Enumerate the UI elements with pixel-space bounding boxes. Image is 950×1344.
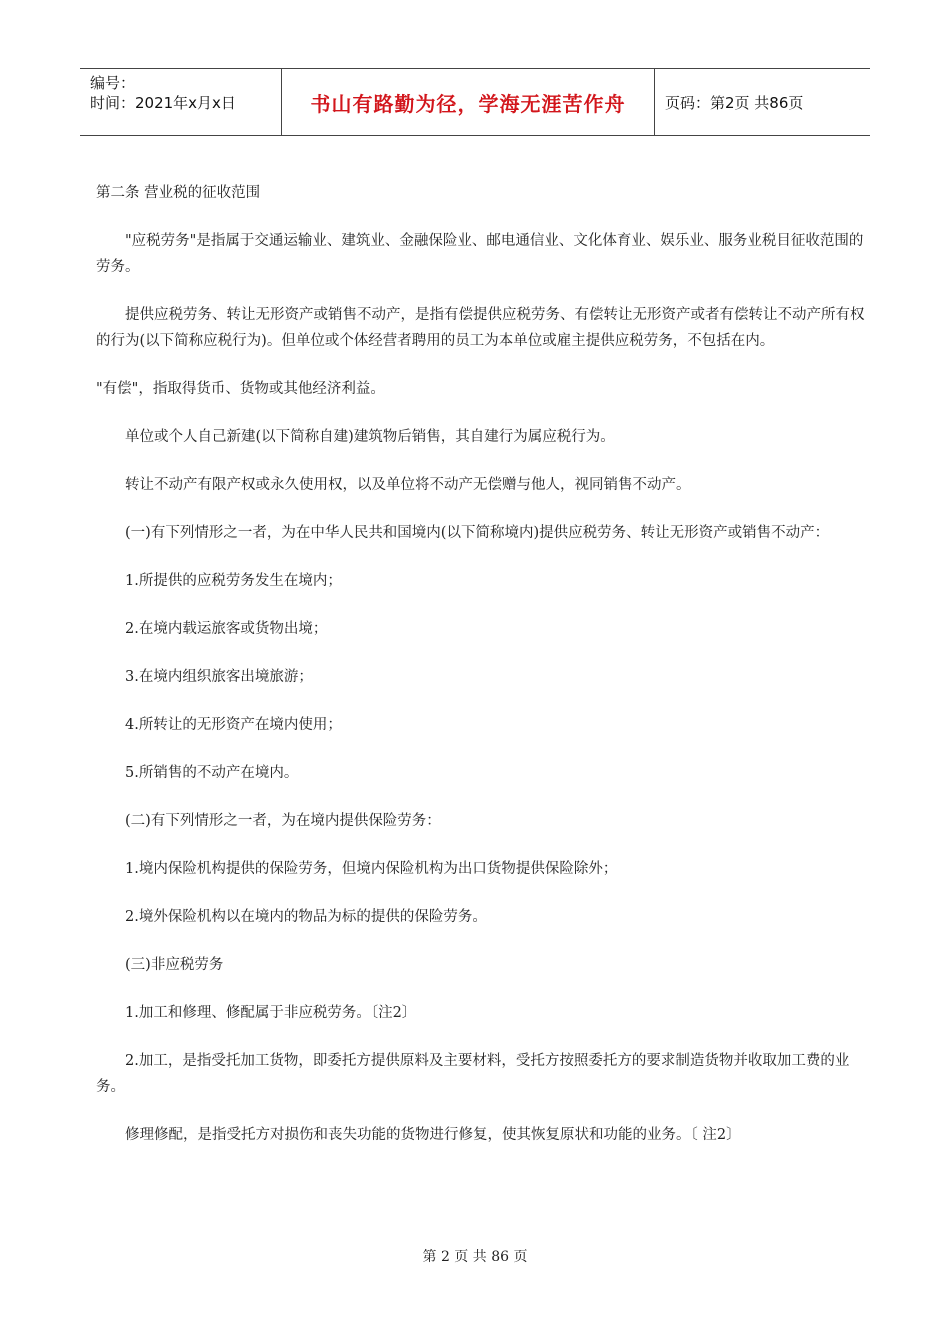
number-label: 编号： (90, 74, 136, 92)
list-item: 2.加工，是指受托加工货物，即委托方提供原料及主要材料，受托方按照委托方的要求制造货物并收取加工费的业务。 (96, 1053, 850, 1095)
list-item: 2.在境内载运旅客或货物出境； (125, 621, 328, 637)
page-header (80, 68, 870, 136)
article-title: 第二条 营业税的征收范围 (96, 185, 261, 201)
paragraph: "有偿"，指取得货币、货物或其他经济利益。 (96, 381, 385, 397)
time-label: 时间：2021年x月x日 (90, 94, 236, 112)
paragraph: "应税劳务"是指属于交通运输业、建筑业、金融保险业、邮电通信业、文化体育业、娱乐业、服务业税目征收范围的劳务。 (96, 233, 864, 275)
paragraph: 提供应税劳务、转让无形资产或销售不动产，是指有偿提供应税劳务、有偿转让无形资产或者有偿转让不动产所有权的行为(以下简称应税行为)。但单位或个体经营者聘用的员工为本单位或雇主提供应税劳务，不包括在内。 (96, 307, 865, 349)
paragraph: (二)有下列情形之一者，为在境内提供保险劳务： (125, 813, 441, 829)
list-item: 4.所转让的无形资产在境内使用； (125, 717, 342, 733)
list-item: 5.所销售的不动产在境内。 (125, 765, 299, 781)
section-heading: (三)非应税劳务 (125, 957, 224, 973)
header-motto: 书山有路勤为径，学海无涯苦作舟 (282, 69, 655, 135)
list-item: 2.境外保险机构以在境内的物品为标的提供的保险劳务。 (125, 909, 487, 925)
list-item: 3.在境内组织旅客出境旅游； (125, 669, 313, 685)
header-meta (80, 69, 282, 135)
paragraph: 单位或个人自己新建(以下简称自建)建筑物后销售，其自建行为属应税行为。 (125, 429, 615, 445)
paragraph: 转让不动产有限产权或永久使用权，以及单位将不动产无偿赠与他人，视同销售不动产。 (125, 477, 691, 493)
paragraph: (一)有下列情形之一者，为在中华人民共和国境内(以下简称境内)提供应税劳务、转让无形资产或销售不动产： (125, 525, 830, 541)
document-body (96, 180, 870, 1170)
list-item: 1.所提供的应税劳务发生在境内； (125, 573, 342, 589)
list-item: 1.境内保险机构提供的保险劳务，但境内保险机构为出口货物提供保险除外； (125, 861, 618, 877)
paragraph: 修理修配，是指受托方对损伤和丧失功能的货物进行修复，使其恢复原状和功能的业务。〔 注2〕 (125, 1127, 741, 1143)
header-page-info: 页码：第2页 共86页 (665, 93, 804, 112)
page-footer: 第 2 页 共 86 页 (422, 1249, 528, 1265)
list-item: 1.加工和修理、修配属于非应税劳务。〔注2〕 (125, 1005, 417, 1021)
